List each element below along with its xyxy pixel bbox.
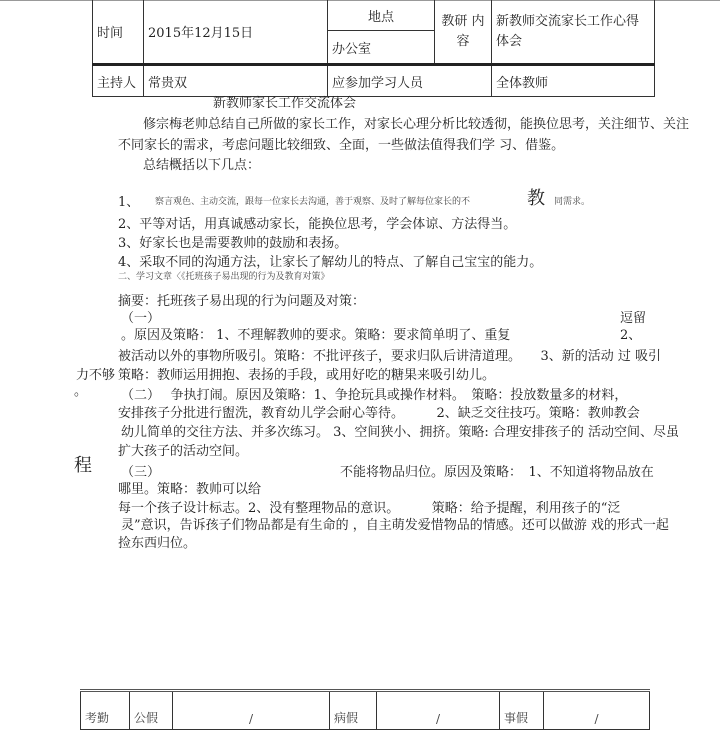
list-item: 同需求。 [554,197,591,207]
time-label: 时间 [93,0,144,65]
list-item: 2、平等对话，用真诚感动家长，能换位思考，学会体谅、方法得当。 [118,217,517,232]
list-item: 察言观色、主动交流，跟每一位家长去沟通，善于观察、及时了解每位家长的不 [155,197,471,207]
location-value: 办公室 [328,31,435,65]
side-label-b: 。 [74,384,88,399]
paragraph: 被活动以外的事物所吸引。策略：不批评孩子，要求归队后讲清道理。 3、新的活动 过 吸引 [118,349,662,364]
sick-leave-value: / [377,691,500,730]
attendance-table [80,689,650,730]
paragraph: 捡东西归位。 [118,536,197,551]
host-label: 主持人 [93,65,144,97]
list-item-big-char: 教 [527,188,545,209]
location-label: 地点 [328,0,435,31]
paragraph: 2、 [620,328,642,343]
paragraph: 。原因及策略： 1、不理解教帅的要求。策略：要求简单明了、重复 [121,328,511,343]
section-heading: 二、学习文章〈《托班孩子易出现的行为及教育对策》 [118,272,330,282]
personal-leave-label: 事假 [500,691,544,730]
attendees-value: 全体教师 [492,65,655,97]
side-label-a: 力不够 [76,368,116,383]
paragraph: 每一个孩子设计标志。2、没有整理物品的意识。 策略：给予提醒，利用孩子的“泛 [118,501,621,516]
paragraph: （一） [121,311,161,326]
paragraph: 安排孩子分批进行盥洗，教育幼儿学会耐心等待。 2、缺乏交往技巧。策略：教帅教会 [118,406,640,421]
official-leave-label: 公假 [130,691,173,730]
paragraph: 总结概括以下几点： [143,158,261,173]
abstract: 摘要：托班孩子易出现的行为问题及对策： [118,294,366,309]
meeting-info-table [92,0,655,97]
paragraph: 灵”意识，告诉孩子们物品都是有生命的 ，自主萌发爱惜物品的情感。还可以做游 戏的形式一起 [121,518,669,533]
list-item: 4、采取不同的沟通方法，让家长了解幼儿的特点、了解自己宝宝的能力。 [118,255,543,270]
paragraph: 逗留 [620,311,647,326]
sick-leave-label: 病假 [330,691,377,730]
paragraph: 不能将物品归位。原因及策略： 1、不知道将物品放在 [340,465,654,480]
time-value: 2015年12月15日 [144,0,328,65]
list-item-number: 1、 [118,195,140,210]
host-value: 常贵双 [144,65,328,97]
paragraph: 修宗梅老帅总结自己所做的家长工作，对家长心理分析比较透彻，能换位思考，关注细节、关注 [143,117,690,132]
list-item: 3、好家长也是需要教帅的鼓励和表扬。 [118,236,348,251]
official-leave-value: / [173,691,330,730]
content-label: 教研 内容 [435,0,492,65]
attendees-label: 应参加学习人员 [328,65,492,97]
paragraph: 扩大孩子的活动空间。 [118,444,249,459]
paragraph: 哪里。策略：教帅可以给 [118,482,262,497]
paragraph: （二） 争执打闹。原因及策略：1、争抢玩具或操作材料。 策略：投放数量多的材料， [121,388,628,403]
paragraph: 幼儿简单的交往方法、并多次练习。 3、空间狭小、拥挤。策略: 合理安排孩子的 活动空间、尽虽 [121,425,680,440]
attendance-label: 考勤 [81,691,130,730]
content-value: 新教师交流家长工作心得体会 [492,0,655,65]
personal-leave-value: / [544,691,650,730]
paragraph: 不同家长的需求，考虑问题比较细致、全面，一些做法值得我们学 习、借鉴。 [118,138,565,153]
paragraph: 策略：教师运用拥抱、表扬的手段，或用好吃的糖果来吸引幼儿。 [118,368,496,383]
paragraph: （三） [121,465,161,480]
side-label-c: 程 [74,455,92,476]
doc-title: 新教师家长工作交流体会 [213,96,357,111]
